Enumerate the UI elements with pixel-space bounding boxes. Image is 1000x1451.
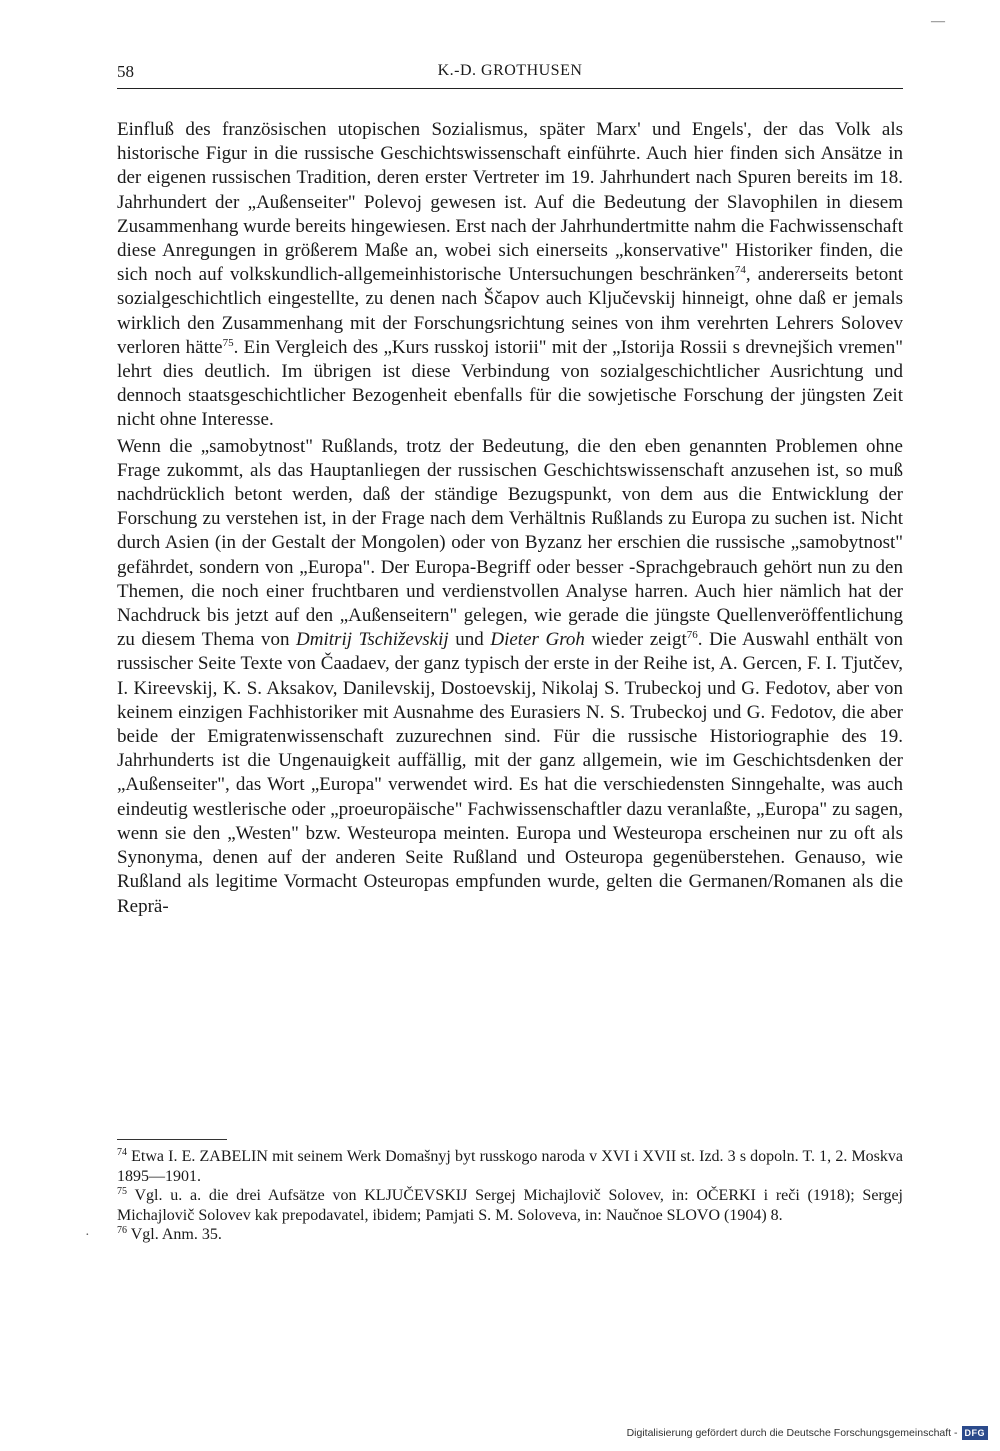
- text-run: . Die Auswahl enthält von russischer Seite Texte von Čaadaev, der ganz typisch der erste in der Reihe ist, A. Gercen, F. I. Tjutčev, I. Kireevskij, K. S. Aksakov, Danilevskij, Dostoevskij, Nikolaj S. Trubeckoj und G. Fedotov, aber von keinem einzigen Fachhistoriker mit Ausnahme des Eurasiers N. S. Trubeckoj und G. Fedotov, die aber beide der Emigratenwissenschaft zuzurechnen sind. Für die russische Historiographie des 19. Jahrhunderts ist die Ungenauigkeit auffällig, mit der ganz allgemein, wie im Geschichtsdenken der „Außenseiter", das Wort „Europa" verwendet wird. Es hat die verschiedensten Sinngehalte, was auch eindeutig westlerische oder „proeuropäische" Fachwissenschaftler dazu veranlaßte, „Europa" zu sagen, wenn sie den „Westen" bzw. Westeuropa meinten. Europa und Westeuropa erscheinen nur zu oft als Synonyma, denen auf der anderen Seite Rußland und Osteuropa gegenüberstehen. Genauso, wie Rußland als legitime Vormacht Osteuropas empfunden wurde, gelten die Germanen/Romanen als die Reprä-: [117, 629, 903, 917]
- credit-text: Digitalisierung gefördert durch die Deutsche Forschungsgemeinschaft -: [626, 1427, 958, 1439]
- text-run: Wenn die „samobytnost" Rußlands, trotz der Bedeutung, die den eben genannten Problemen ohne Frage zukommt, als das Hauptanliegen der russischen Geschichtswissenschaft anzusehen ist, so muß nachdrücklich betont werden, daß der ständige Bezugspunkt, von dem aus die Entwicklung der Forschung zu verstehen ist, in der Frage nach dem Verhältnis Rußlands zu Europa zu suchen ist. Nicht durch Asien (in der Gestalt der Mongolen) oder von Byzanz her erschien die russische „samobytnost" gefährdet, sondern von „Europa". Der Europa-Begriff oder besser -Sprachgebrauch gehört nun zu den Themen, die noch einer fruchtbaren und verdienstvollen Analyse harren. Auch hier nämlich hat der Nachdruck bis jetzt auf den „Außenseitern" gelegen, wie gerade die jüngste Quellenveröffentlichung zu diesem Thema von: [117, 435, 903, 651]
- margin-mark: ·: [85, 1228, 90, 1243]
- footnote-number: 74: [117, 1147, 127, 1158]
- header-rule: [117, 88, 903, 89]
- text-run: , andererseits betont sozialgeschichtlich eingestellte, zu denen nach Ščapov auch Ključevskij hinneigt, ohne daß er jemals wirklich den Zusammenhang mit der Forschungsrichtung seines von ihm verehrten Lehrers Solovev verloren hätte: [117, 264, 903, 358]
- footnotes: [117, 1147, 903, 1245]
- corner-scan-mark: —: [931, 14, 945, 29]
- footnote-ref-75[interactable]: 75: [222, 336, 234, 349]
- body-text: [117, 118, 903, 921]
- footnote-ref-74[interactable]: 74: [734, 264, 746, 277]
- footnote-text: Etwa I. E. ZABELIN mit seinem Werk Domašnyj byt russkogo naroda v XVI i XVII st. Izd. 3 s dopoln. T. 1, 2. Moskva 1895—1901.: [117, 1148, 903, 1185]
- footnote-76: [117, 1225, 903, 1245]
- text-run: Einfluß des französischen utopischen Sozialismus, später Marx' und Engels', der das Volk als historische Figur in die russische Geschichtswissenschaft einführte. Auch hier finden sich Ansätze in der eigenen russischen Tradition, deren erster Vertreter im 19. Jahrhundert nach Spuren bereits im 18. Jahrhundert der „Außenseiter" Polevoj gewesen ist. Auf die Bedeutung der Slavophilen in diesem Zusammenhang wurde bereits hingewiesen. Erst nach der Jahrhundertmitte nahm die Fachwissenschaft diese Anregungen in größerem Maße an, wobei sich einerseits „konservative" Historiker finden, die sich noch auf volkskundlich-allgemeinhistorische Untersuchungen beschränken: [117, 119, 903, 286]
- text-run: . Ein Vergleich des „Kurs russkoj istorii" mit der „Istorija Rossii s drevnejšich vremen" lehrt dies deutlich. Im übrigen ist diese Verbindung von sozialgeschichtlicher Ausrichtung und dennoch staatsgeschichtlicher Bezogenheit ebenfalls für die sowjetische Forschung der jüngsten Zeit nicht ohne Interesse.: [117, 336, 903, 431]
- page-number: 58: [117, 62, 134, 81]
- page-header: [117, 62, 903, 88]
- text-run: wieder zeigt: [584, 629, 687, 651]
- text-run: und: [448, 629, 491, 651]
- author-name: Dmitrij Tschiževskij: [296, 629, 449, 651]
- paragraph-2: [117, 435, 903, 919]
- footnote-75: [117, 1186, 903, 1225]
- footnote-ref-76[interactable]: 76: [686, 629, 698, 642]
- footnote-text: Vgl. Anm. 35.: [127, 1226, 222, 1243]
- footnote-74: [117, 1147, 903, 1186]
- running-head: K.-D. GROTHUSEN: [437, 62, 583, 79]
- footnote-number: 76: [117, 1225, 127, 1236]
- author-name: Dieter Groh: [490, 629, 585, 651]
- footnote-rule: [117, 1139, 227, 1140]
- digitization-credit: [627, 1424, 988, 1442]
- dfg-logo: DFG: [962, 1426, 989, 1440]
- footnote-text: Vgl. u. a. die drei Aufsätze von KLJUČEVSKIJ Sergej Michajlovič Solovev, in: OČERKI i reči (1918); Sergej Michajlovič Solovev kak prepodavatel, ibidem; Pamjati S. M. Soloveva, in: Naučnoe SLOVO (1904) 8.: [117, 1187, 903, 1224]
- footnote-number: 75: [117, 1186, 127, 1197]
- paragraph-1: [117, 118, 903, 433]
